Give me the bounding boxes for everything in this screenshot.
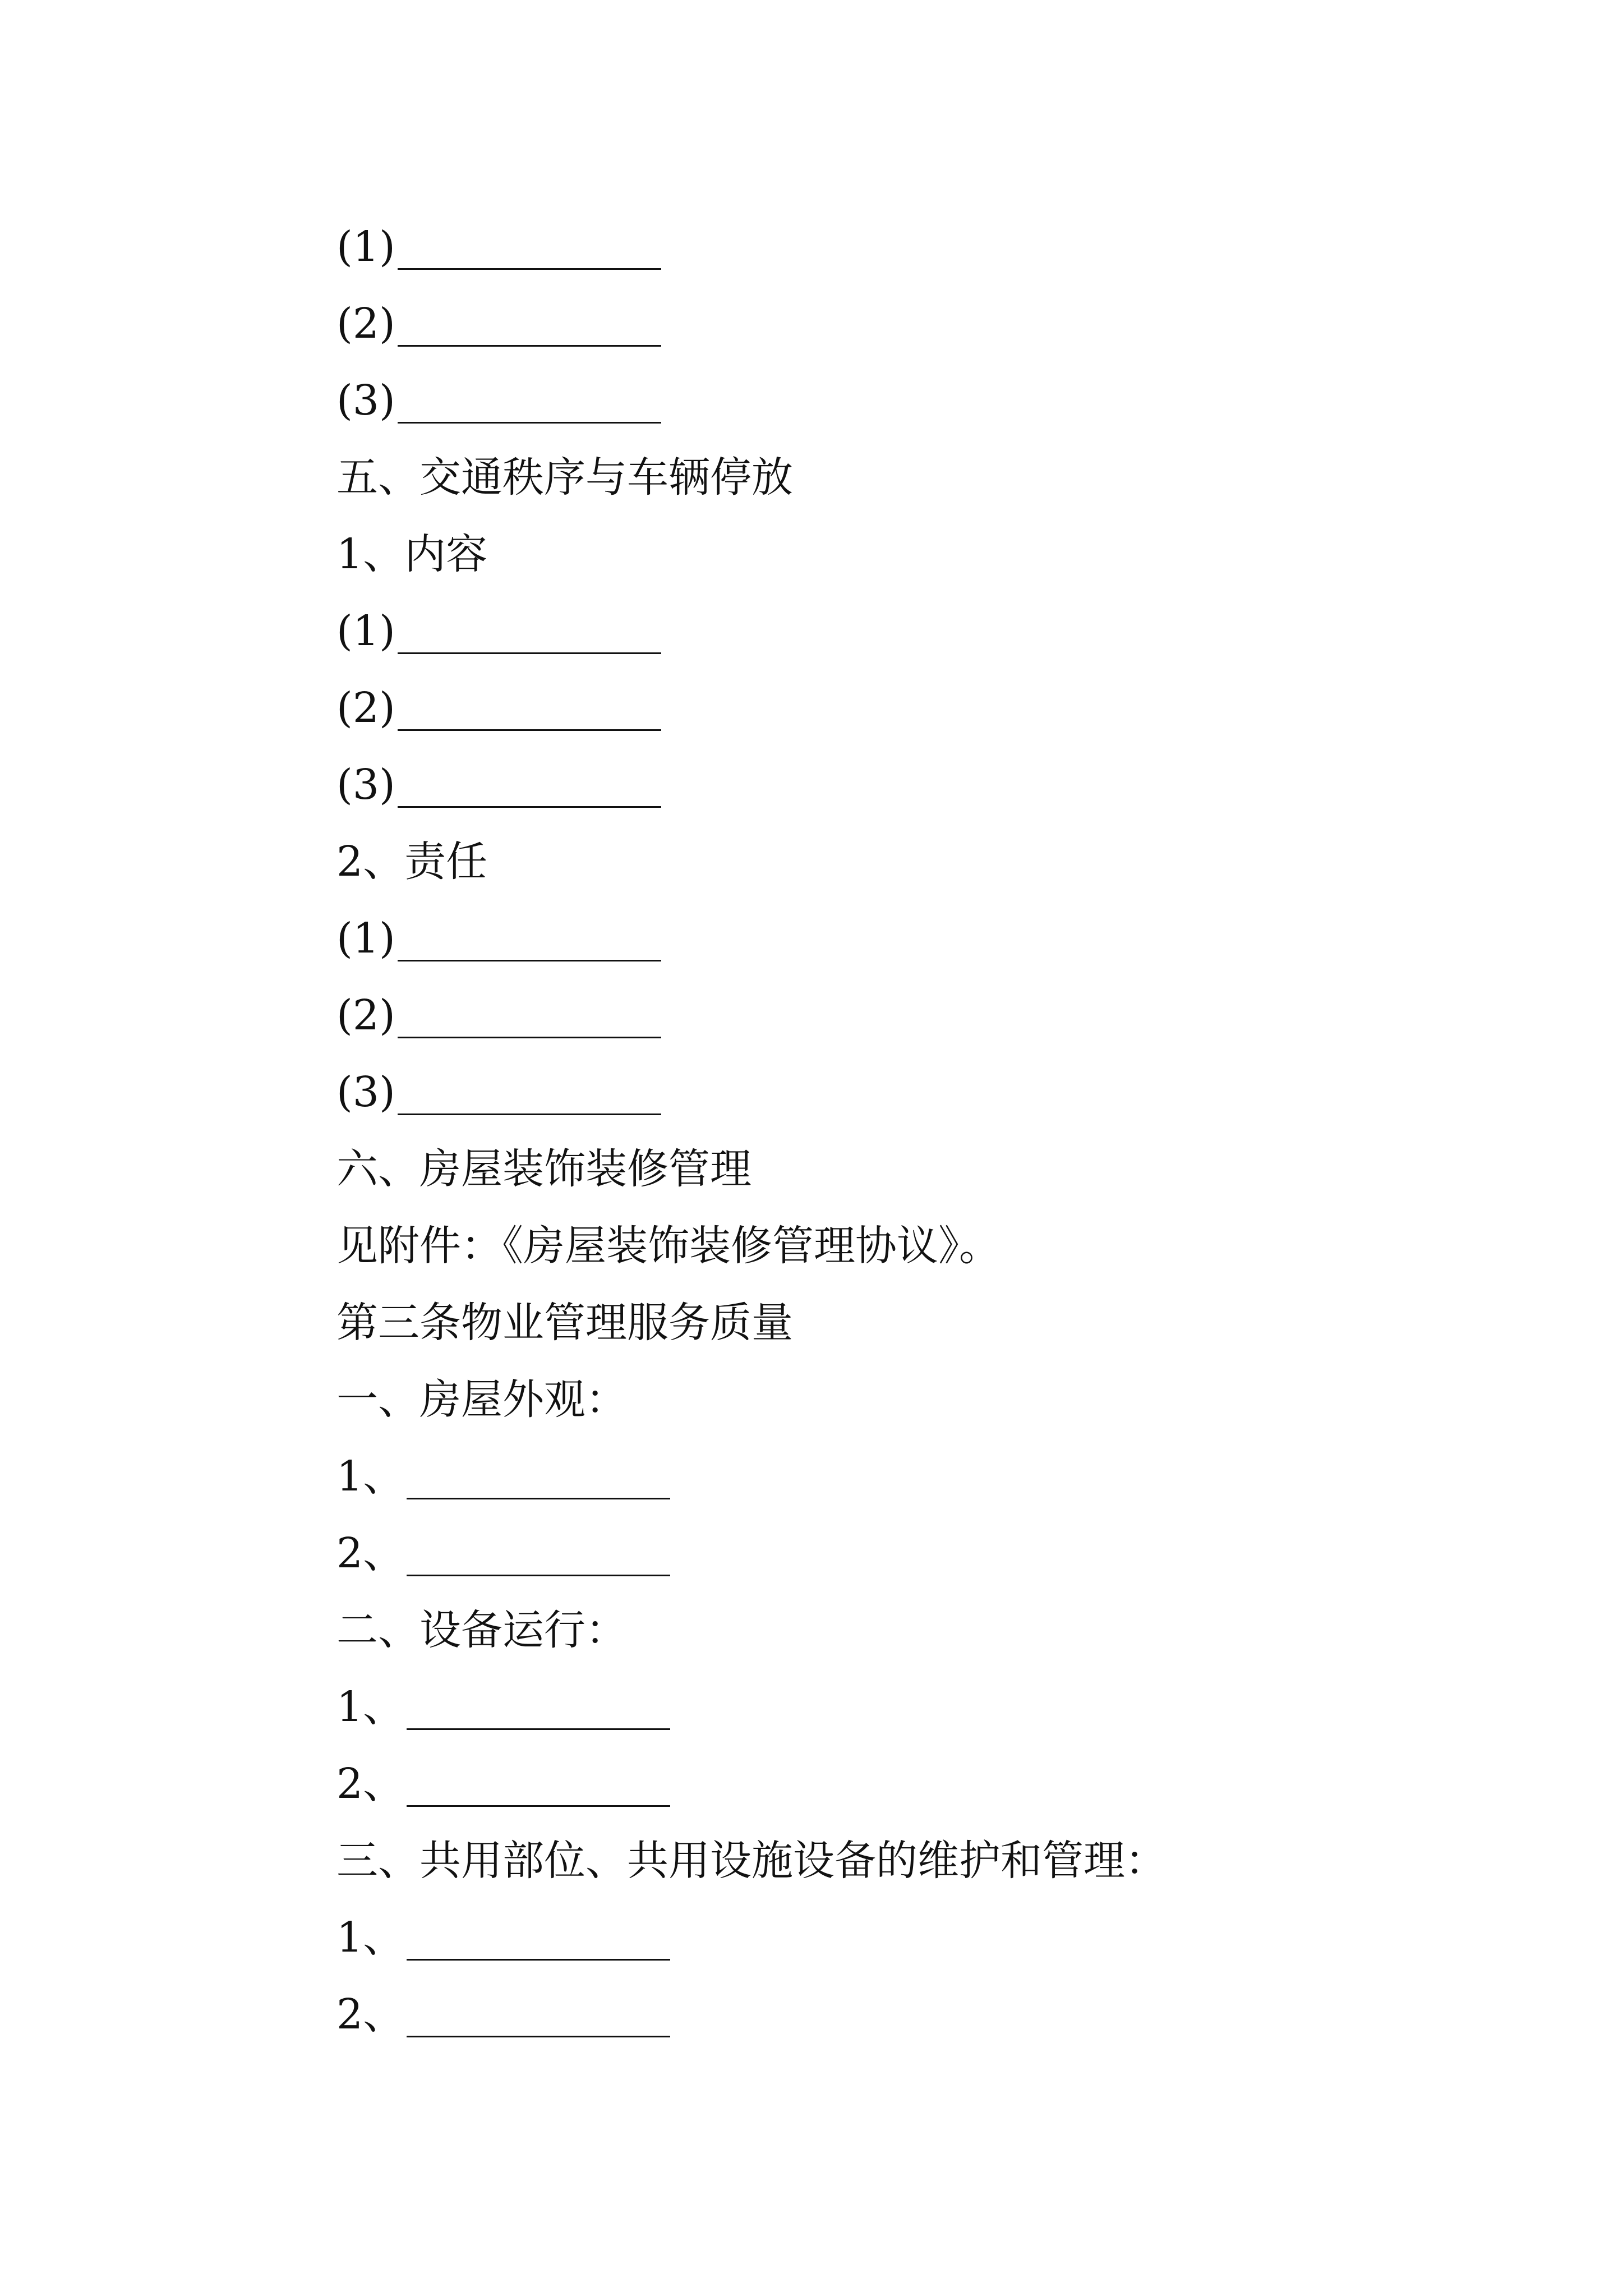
line-label: 1、 xyxy=(336,1452,405,1501)
fill-in-blank xyxy=(398,1081,661,1115)
text-line xyxy=(336,362,1346,439)
line-label: (2) xyxy=(336,300,395,348)
section-heading xyxy=(336,1823,1346,1899)
line-label: 三、共用部位、共用设施设备的维护和管理： xyxy=(336,1837,1166,1885)
line-label: 一、房屋外观： xyxy=(336,1375,627,1424)
fill-in-blank xyxy=(407,1696,670,1730)
fill-in-blank xyxy=(398,236,661,270)
text-line xyxy=(336,286,1346,362)
fill-in-blank xyxy=(407,1773,670,1807)
document-body xyxy=(336,209,1346,2053)
section-heading xyxy=(336,1592,1346,1669)
line-label: 第三条物业管理服务质量 xyxy=(336,1299,793,1347)
fill-in-blank xyxy=(398,1004,661,1038)
line-label: 2、 xyxy=(336,1529,405,1577)
section-heading xyxy=(336,1131,1346,1208)
text-line xyxy=(336,1976,1346,2053)
line-label: (3) xyxy=(336,376,395,425)
fill-in-blank xyxy=(407,1926,670,1961)
line-label: 五、交通秩序与车辆停放 xyxy=(336,453,793,501)
section-heading xyxy=(336,1361,1346,1438)
line-label: 见附件：《房屋装饰装修管理协议》。 xyxy=(336,1222,1000,1270)
fill-in-blank xyxy=(407,1542,670,1576)
line-label: 六、房屋装饰装修管理 xyxy=(336,1145,751,1193)
line-label: (3) xyxy=(336,1068,395,1116)
fill-in-blank xyxy=(407,2003,670,2037)
line-label: (2) xyxy=(336,991,395,1039)
fill-in-blank xyxy=(398,312,661,347)
line-label: 1、 xyxy=(336,1913,405,1962)
line-label: (1) xyxy=(336,914,395,963)
line-label: (1) xyxy=(336,607,395,655)
line-label: (2) xyxy=(336,684,395,732)
fill-in-blank xyxy=(398,697,661,731)
fill-in-blank xyxy=(407,1465,670,1499)
subsection-heading xyxy=(336,823,1346,900)
text-line xyxy=(336,1438,1346,1515)
line-label: (3) xyxy=(336,761,395,809)
text-line xyxy=(336,593,1346,670)
text-line xyxy=(336,1515,1346,1592)
text-line xyxy=(336,977,1346,1054)
line-label: 1、 xyxy=(336,1683,405,1731)
text-line xyxy=(336,1054,1346,1131)
line-label: (1) xyxy=(336,223,395,271)
line-label: 2、 xyxy=(336,1990,405,2039)
line-label: 2、 xyxy=(336,1760,405,1808)
line-label: 1、内容 xyxy=(336,530,488,578)
article-heading xyxy=(336,1285,1346,1361)
text-line xyxy=(336,1899,1346,1976)
fill-in-blank xyxy=(398,620,661,654)
text-line xyxy=(336,1746,1346,1823)
line-label: 二、设备运行： xyxy=(336,1606,627,1654)
fill-in-blank xyxy=(398,389,661,424)
fill-in-blank xyxy=(398,774,661,808)
fill-in-blank xyxy=(398,927,661,961)
text-line xyxy=(336,1208,1346,1285)
text-line xyxy=(336,1669,1346,1746)
text-line xyxy=(336,900,1346,977)
line-label: 2、责任 xyxy=(336,838,488,886)
text-line xyxy=(336,747,1346,823)
section-heading xyxy=(336,439,1346,516)
text-line xyxy=(336,209,1346,286)
subsection-heading xyxy=(336,516,1346,593)
text-line xyxy=(336,670,1346,747)
